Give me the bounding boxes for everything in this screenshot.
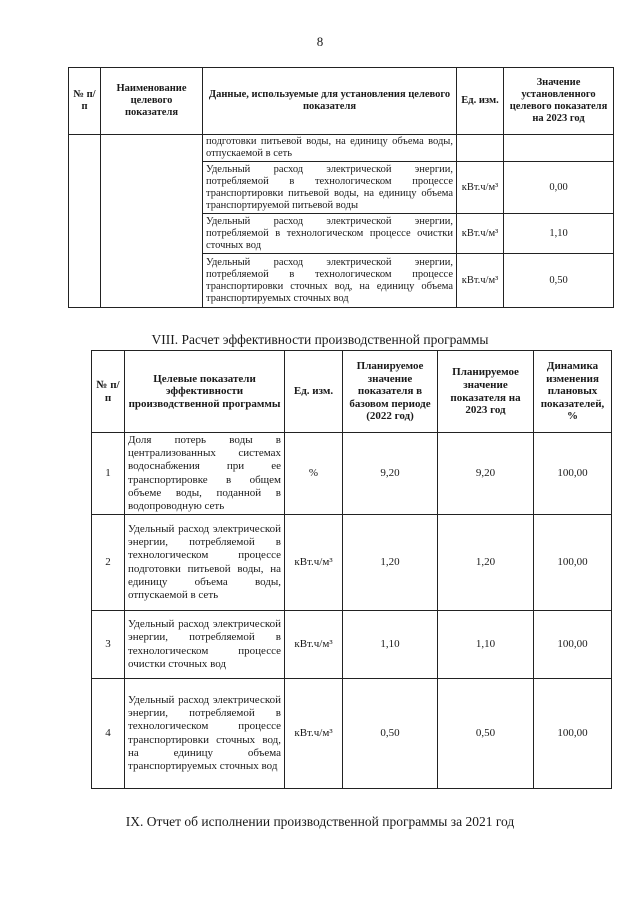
section-8-title: VIII. Расчет эффективности производственной программы	[151, 332, 489, 347]
cell-plan-value: 1,10	[438, 611, 534, 679]
cell-name-merged	[101, 135, 203, 308]
cell-base-value: 0,50	[343, 679, 438, 789]
table-row	[69, 135, 614, 162]
cell-desc: Удельный расход электрической энергии, потребляемой в технологическом процессе очистки сточных вод	[203, 214, 457, 254]
cell-unit: %	[285, 433, 343, 515]
cell-num: 1	[92, 433, 125, 515]
cell-value: 1,10	[504, 214, 614, 254]
efficiency-table	[91, 350, 612, 789]
cell-num: 3	[92, 611, 125, 679]
cell-num: 2	[92, 515, 125, 611]
cell-value: 0,50	[504, 254, 614, 308]
cell-unit	[457, 135, 504, 162]
header-base-value: Планируемое значение показателя в базовом периоде (2022 год)	[343, 351, 438, 433]
cell-value	[504, 135, 614, 162]
header-num: № п/п	[69, 68, 101, 135]
header-unit: Ед. изм.	[457, 68, 504, 135]
cell-base-value: 1,20	[343, 515, 438, 611]
cell-dynamics: 100,00	[534, 611, 612, 679]
table-header-row	[69, 68, 614, 135]
cell-plan-value: 0,50	[438, 679, 534, 789]
header-value: Значение установленного целевого показателя на 2023 год	[504, 68, 614, 135]
cell-dynamics: 100,00	[534, 515, 612, 611]
cell-desc: Удельный расход электрической энергии, потребляемой в технологическом процессе транспортировки сточных вод, на единицу объема транспортируемых сточных вод	[203, 254, 457, 308]
cell-value: 0,00	[504, 162, 614, 214]
cell-desc: Удельный расход электрической энергии, потребляемой в технологическом процессе транспортировки сточных вод, на единицу объема транспортируемых сточных вод	[125, 679, 285, 789]
page-number: 8	[316, 34, 324, 49]
cell-base-value: 9,20	[343, 433, 438, 515]
cell-base-value: 1,10	[343, 611, 438, 679]
cell-unit: кВт.ч/м³	[457, 162, 504, 214]
header-unit: Ед. изм.	[285, 351, 343, 433]
cell-plan-value: 9,20	[438, 433, 534, 515]
cell-desc: Доля потерь воды в централизованных системах водоснабжения при ее транспортировке в общем объеме воды, поданной в водопроводную сеть	[125, 433, 285, 515]
header-indicator-name: Наименование целевого показателя	[101, 68, 203, 135]
cell-desc: подготовки питьевой воды, на единицу объема воды, отпускаемой в сеть	[203, 135, 457, 162]
cell-unit: кВт.ч/м³	[285, 611, 343, 679]
header-data: Данные, используемые для установления целевого показателя	[203, 68, 457, 135]
cell-desc: Удельный расход электрической энергии, потребляемой в технологическом процессе подготовки питьевой воды, на единицу объема воды, отпускаемой в сеть	[125, 515, 285, 611]
cell-num: 4	[92, 679, 125, 789]
table-row	[92, 433, 612, 515]
header-dynamics: Динамика изменения плановых показателей, %	[534, 351, 612, 433]
cell-dynamics: 100,00	[534, 433, 612, 515]
cell-unit: кВт.ч/м³	[285, 515, 343, 611]
section-9-title: IX. Отчет об исполнении производственной программы за 2021 год	[125, 814, 515, 829]
header-num: № п/п	[92, 351, 125, 433]
table-row	[92, 611, 612, 679]
cell-unit: кВт.ч/м³	[457, 254, 504, 308]
cell-dynamics: 100,00	[534, 679, 612, 789]
table-header-row	[92, 351, 612, 433]
target-indicators-table	[68, 67, 614, 308]
cell-desc: Удельный расход электрической энергии, потребляемой в технологическом процессе очистки сточных вод	[125, 611, 285, 679]
cell-desc: Удельный расход электрической энергии, потребляемой в технологическом процессе транспортировки питьевой воды, на единицу объема транспортируемой питьевой воды	[203, 162, 457, 214]
header-plan-value: Планируемое значение показателя на 2023 год	[438, 351, 534, 433]
table-row	[92, 515, 612, 611]
table-row	[92, 679, 612, 789]
cell-num-merged	[69, 135, 101, 308]
cell-unit: кВт.ч/м³	[457, 214, 504, 254]
cell-plan-value: 1,20	[438, 515, 534, 611]
header-indicator-name: Целевые показатели эффективности производственной программы	[125, 351, 285, 433]
cell-unit: кВт.ч/м³	[285, 679, 343, 789]
